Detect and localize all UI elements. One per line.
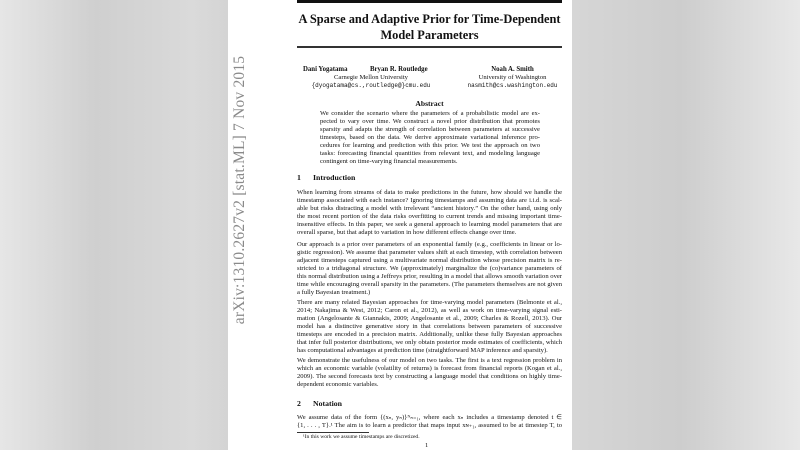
- paper-title-line-2: Model Parameters: [380, 28, 479, 42]
- title-top-rule: [297, 0, 562, 3]
- author-affiliation: University of Washington: [478, 74, 547, 81]
- section-title: Introduction: [313, 173, 356, 182]
- text-line: adjacent timesteps captured using a multivariate normal distribution whose precision matrix is re-: [297, 257, 562, 264]
- text-line: When learning from streams of data to make predictions in the future, how should we handle the: [297, 189, 562, 196]
- text-line: We demonstrate the usefulness of our model on two tasks. The first is a text regression problem in: [297, 357, 562, 364]
- text-line: tasks: forecasting financial quantities from relevant text, and modeling language: [320, 150, 540, 157]
- text-line: pected to vary over time. We construct a novel prior distribution that promotes: [320, 118, 540, 125]
- text-line: which an economic variable (volatility of returns) is forecast from financial reports (Kogan et al.,: [297, 365, 562, 372]
- title-bottom-rule: [297, 46, 562, 48]
- text-line: the most recent portion of the data risks overfitting to current trends and missing important time-: [297, 213, 562, 220]
- text-line: 2014; Nakajima & West, 2012; Caron et al., 2012), as well as work on time-varying signal esti-: [297, 307, 562, 314]
- text-line: We assume data of the form {(xₙ, yₙ)}ᴺₙ₌₁, where each xₙ includes a timestamp denoted t ∈: [297, 414, 562, 421]
- author-affiliation: Carnegie Mellon University: [334, 74, 408, 81]
- text-line: dependent economic variables.: [297, 381, 379, 388]
- text-line: There are many related Bayesian approaches for time-varying model parameters (Belmonte et al.,: [297, 299, 562, 306]
- author-name: Bryan R. Routledge: [370, 66, 428, 73]
- text-line: {1, . . . , T}.¹ The aim is to learn a predictor that maps input xɴ₊₁, assumed to be at timestep T, to: [297, 422, 562, 429]
- text-line: timestamp associated with each instance? Ignoring timestamps and assuming data are i.i.d. is scal-: [297, 197, 562, 204]
- text-line: model has a distinctive generative story in that correlations between parameters of successive: [297, 323, 562, 330]
- section-heading-notation: [297, 399, 342, 408]
- text-line: stricted to a tridiagonal structure. We (approximately) marginalize the (co)variance parameters of: [297, 265, 562, 272]
- text-line: has computational advantages at prediction time (straightforward MAP inference and sparsity).: [297, 347, 548, 354]
- text-line: timesteps, based on the data. We derive approximate variational inference pro-: [320, 134, 540, 141]
- text-line: insensitive effects. In this paper, we seek a general approach to learning model parameters that are: [297, 221, 562, 228]
- text-line: that infer full posterior distributions, we only obtain posterior mode estimates of coefficients, which: [297, 339, 562, 346]
- author-name: Noah A. Smith: [491, 66, 534, 73]
- text-line: timesteps are encoded in a precision matrix. Additionally, unlike these fully Bayesian approaches: [297, 331, 562, 338]
- text-line: Our approach is a prior over parameters of an exponential family (e.g., coefficients in linear or lo-: [297, 241, 562, 248]
- text-line: able but risks distracting a model with irrelevant “ancient history.” On the other hand, using only: [297, 205, 562, 212]
- section-heading-introduction: [297, 173, 355, 182]
- section-number: 2: [297, 399, 301, 408]
- text-line: cedures for learning and prediction with this prior. We test the approach on two: [320, 142, 540, 149]
- text-line: this normal distribution using a Jeffreys prior, resulting in a model that allows smooth variation over: [297, 273, 562, 280]
- section-title: Notation: [313, 399, 343, 408]
- author-name: Dani Yogatama: [303, 66, 348, 73]
- text-line: contingent on time-varying financial measurements.: [320, 158, 458, 165]
- text-line: gistic regression). We assume that parameter values shift at each timestep, with correlation between: [297, 249, 562, 256]
- section-number: 1: [297, 173, 301, 182]
- text-line: sparsity and adapts the strength of correlation between parameters at successive: [320, 126, 540, 133]
- author-email: nasmith@cs.washington.edu: [467, 82, 558, 89]
- text-line: We consider the scenario where the parameters of a probabilistic model are ex-: [320, 110, 540, 117]
- footnote: ¹In this work we assume timestamps are discretized.: [303, 434, 420, 440]
- paper-title-line-1: A Sparse and Adaptive Prior for Time-Dependent: [298, 12, 561, 26]
- text-line: 2009). The second forecasts text by constructing a language model that conditions on highly time-: [297, 373, 562, 380]
- page-number: 1: [425, 442, 429, 449]
- text-line: overall sparse, but that adapt to variation in how different effects change over time.: [297, 229, 517, 236]
- footnote-rule: [297, 432, 369, 433]
- arxiv-stamp: arXiv:1310.2627v2 [stat.ML] 7 Nov 2015: [231, 55, 248, 325]
- abstract-heading: Abstract: [415, 99, 444, 108]
- author-email: {dyogatama@cs.,routledge@}cmu.edu: [311, 82, 431, 89]
- text-line: mation (Angelosante & Giannakis, 2009; Angelosante et al., 2009; Charles & Rozell, 2013). Our: [297, 315, 562, 322]
- text-line: time while encouraging overall sparsity in the parameters. (The parameters themselves are not given: [297, 281, 562, 288]
- text-line: a fully Bayesian treatment.): [297, 289, 371, 296]
